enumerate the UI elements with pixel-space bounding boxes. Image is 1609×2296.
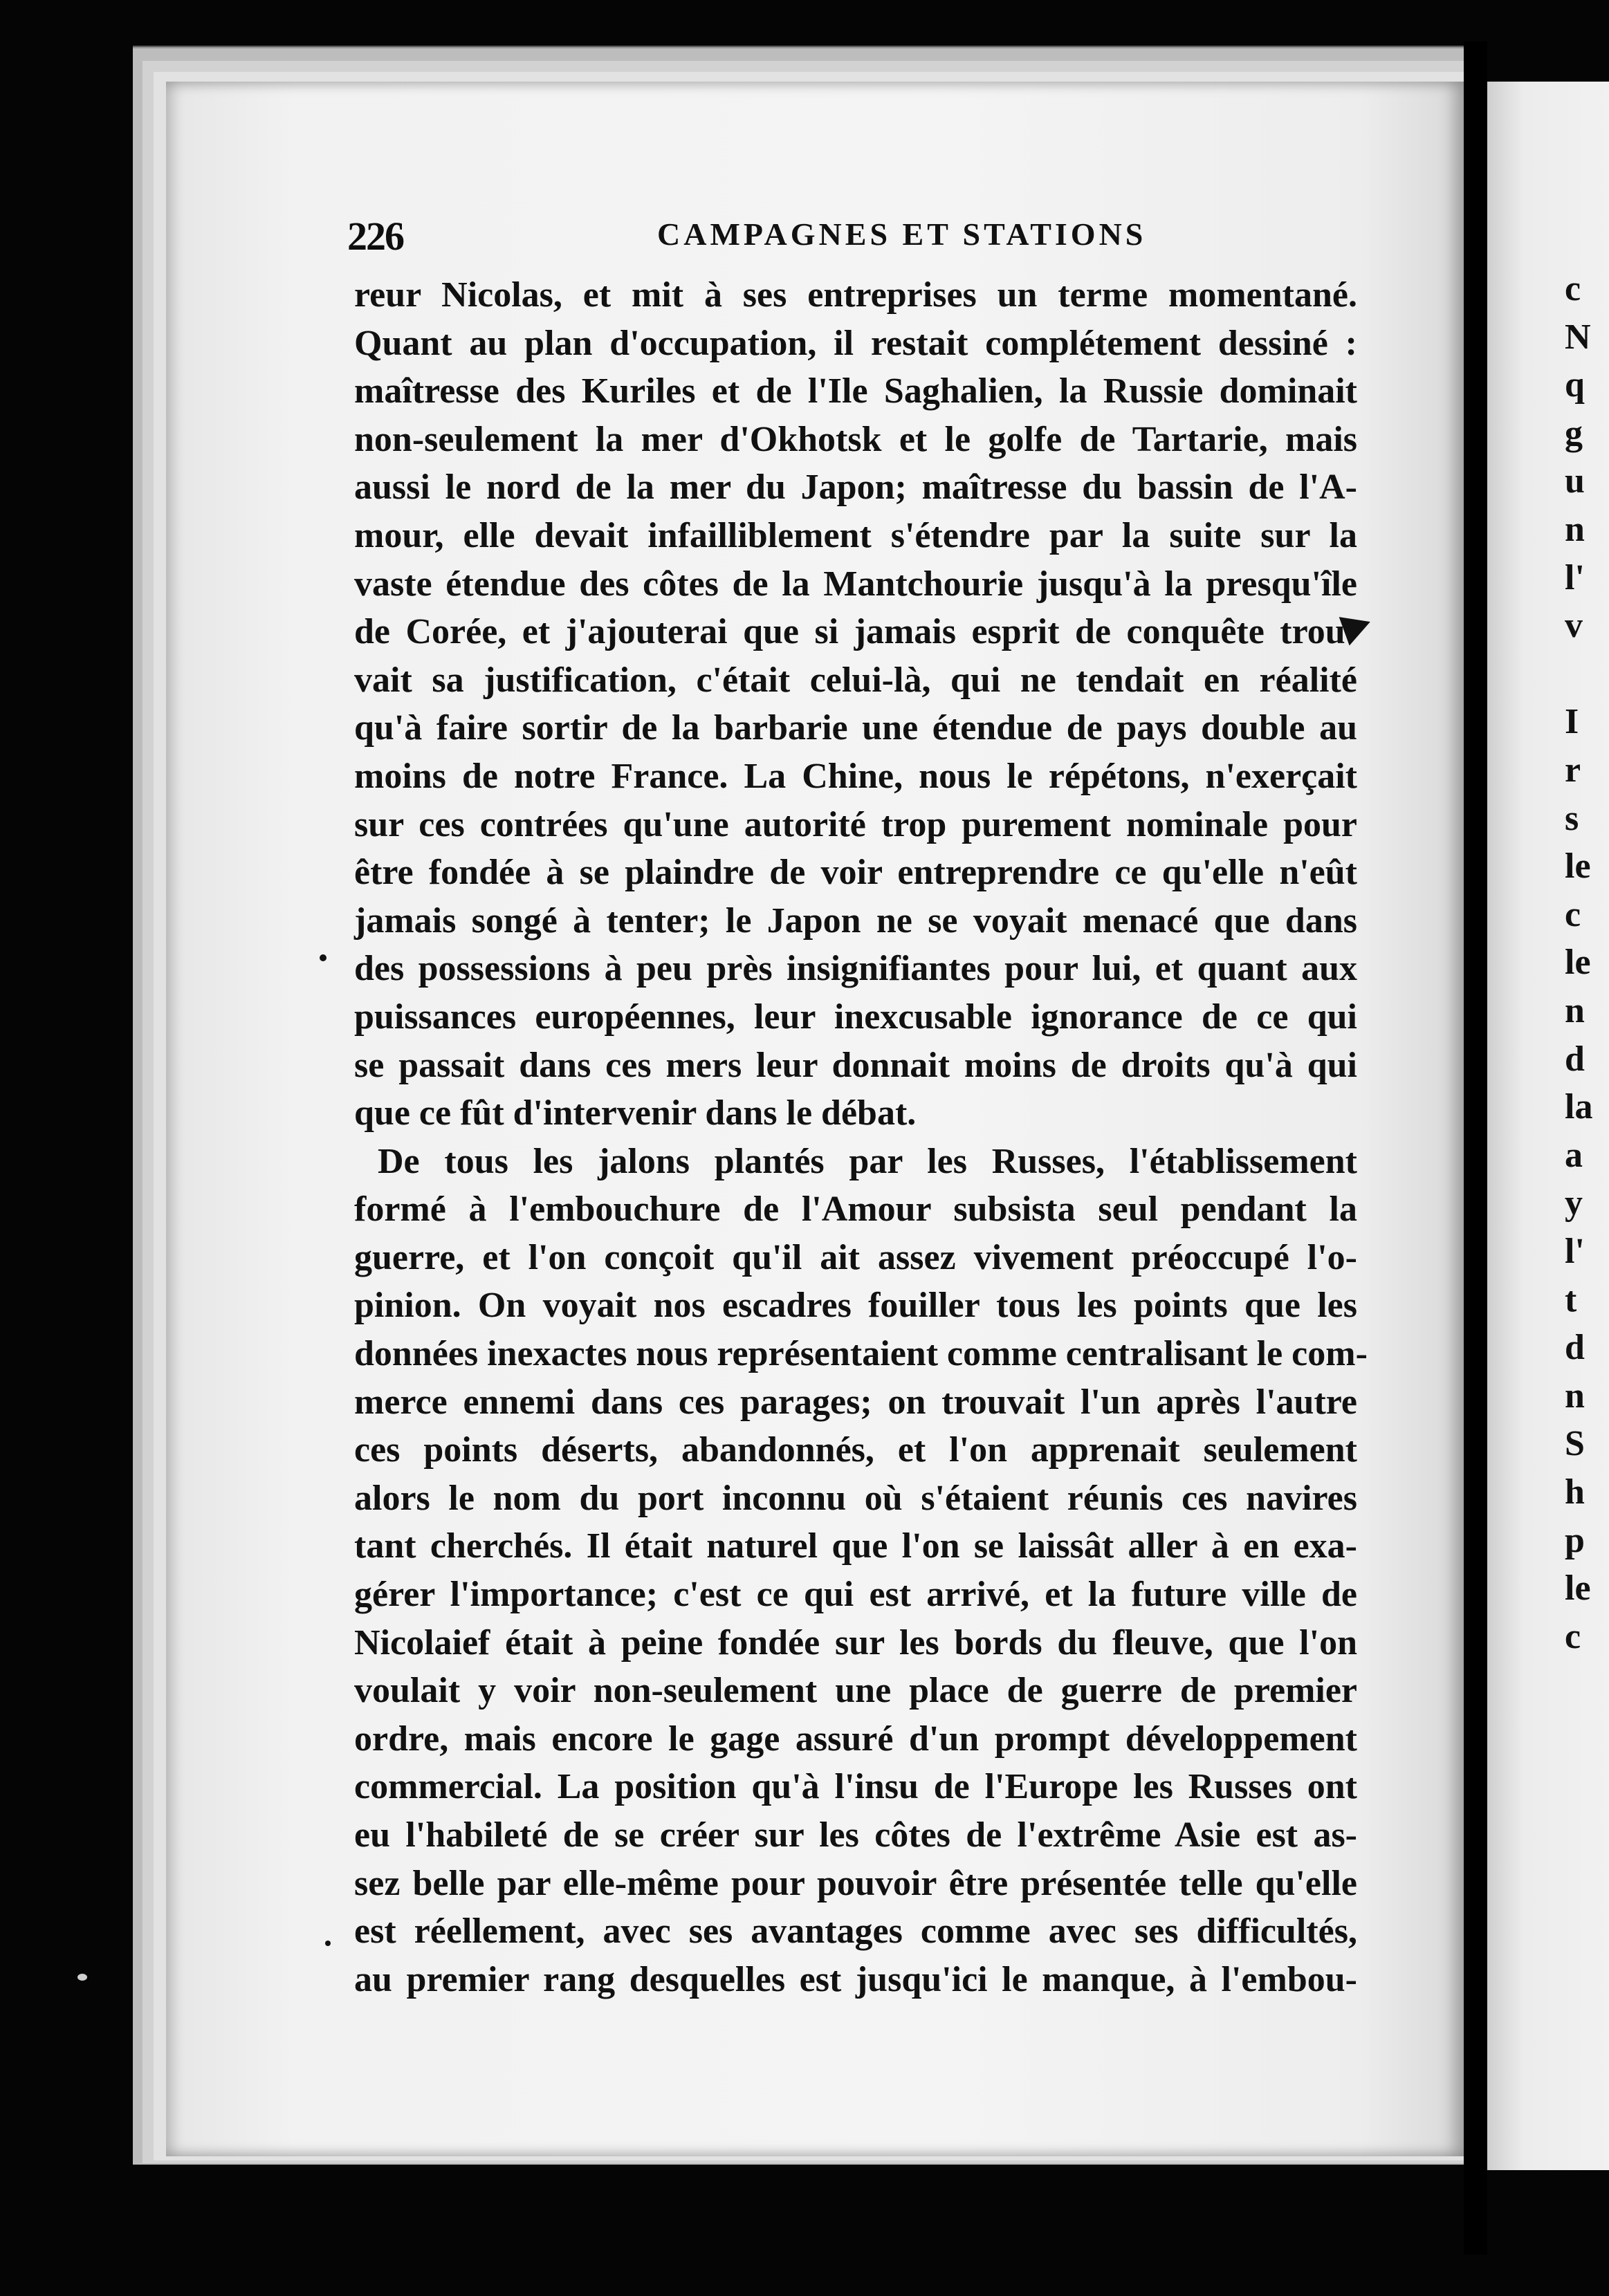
text-line: sur ces contrées qu'une autorité trop purement nominale pour <box>354 804 1357 844</box>
text-line: merce ennemi dans ces parages; on trouvait l'un après l'autre <box>354 1382 1357 1422</box>
facing-line-fragment: t <box>1565 1279 1577 1320</box>
text-line: reur Nicolas, et mit à ses entreprises un terme momentané. <box>354 275 1357 315</box>
facing-line-fragment: I <box>1565 702 1579 742</box>
facing-line-fragment: g <box>1565 413 1583 453</box>
text-line: gérer l'importance; c'est ce qui est arrivé, et la future ville de <box>354 1575 1357 1615</box>
facing-line-fragment: N <box>1565 317 1591 357</box>
text-line: mour, elle devait infailliblement s'étendre par la suite sur la <box>354 515 1357 555</box>
body-text <box>354 271 1368 2003</box>
text-line: se passait dans ces mers leur donnait moins de droits qu'à qui <box>354 1045 1357 1085</box>
facing-line-fragment: l' <box>1565 557 1585 598</box>
facing-line-fragment: a <box>1565 1135 1583 1175</box>
text-line: commercial. La position qu'à l'insu de l'Europe les Russes ont <box>354 1767 1357 1807</box>
text-line: De tous les jalons plantés par les Russes, l'établissement <box>378 1141 1357 1181</box>
facing-line-fragment: p <box>1565 1520 1585 1560</box>
facing-line-fragment: c <box>1565 269 1581 308</box>
text-line: guerre, et l'on conçoit qu'il ait assez vivement préoccupé l'o- <box>354 1237 1357 1277</box>
facing-line-fragment: la <box>1565 1087 1593 1127</box>
text-line: eu l'habileté de se créer sur les côtes de l'extrême Asie est as- <box>354 1815 1357 1855</box>
facing-line-fragment: n <box>1565 510 1585 549</box>
ink-speck <box>325 1941 331 1946</box>
facing-line-fragment: s <box>1565 798 1579 838</box>
facing-line-fragment: le <box>1565 846 1591 887</box>
facing-line-fragment: n <box>1565 991 1585 1030</box>
text-line: vait sa justification, c'était celui-là, qui ne tendait en réalité <box>354 660 1357 700</box>
facing-line-fragment: d <box>1565 1328 1585 1368</box>
text-line: puissances européennes, leur inexcusable ignorance de ce qui <box>354 997 1357 1037</box>
facing-line-fragment: y <box>1565 1183 1583 1223</box>
text-line: aussi le nord de la mer du Japon; maîtresse du bassin de l'A- <box>354 467 1357 508</box>
facing-line-fragment: v <box>1565 606 1583 646</box>
text-line: données inexactes nous représentaient comme centralisant le com- <box>354 1334 1368 1374</box>
text-line: des possessions à peu près insignifiantes pour lui, et quant aux <box>354 949 1357 989</box>
facing-line-fragment: q <box>1565 365 1585 405</box>
text-line: est réellement, avec ses avantages comme avec ses difficultés, <box>354 1911 1357 1952</box>
text-line: moins de notre France. La Chine, nous le répétons, n'exerçait <box>354 756 1357 796</box>
running-title: CAMPAGNES ET STATIONS <box>657 216 1147 252</box>
text-line: vaste étendue des côtes de la Mantchourie jusqu'à la presqu'île <box>354 564 1357 604</box>
text-line: alors le nom du port inconnu où s'étaient réunis ces navires <box>354 1478 1357 1518</box>
text-line: voulait y voir non-seulement une place de guerre de premier <box>354 1671 1357 1711</box>
facing-line-fragment: le <box>1565 1568 1591 1609</box>
text-line: tant cherchés. Il était naturel que l'on se laissât aller à en exa- <box>354 1526 1357 1566</box>
book-gutter <box>1464 41 1487 2255</box>
text-line: être fondée à se plaindre de voir entreprendre ce qu'elle n'eût <box>354 853 1357 893</box>
text-line: Quant au plan d'occupation, il restait complétement dessiné : <box>354 323 1357 363</box>
text-line: pinion. On voyait nos escadres fouiller tous les points que les <box>354 1286 1357 1326</box>
facing-line-fragment: c <box>1565 1616 1581 1656</box>
text-line: sez belle par elle-même pour pouvoir être présentée telle qu'elle <box>354 1863 1357 1903</box>
facing-line-fragment: h <box>1565 1472 1585 1512</box>
text-line: que ce fût d'intervenir dans le débat. <box>354 1093 917 1133</box>
text-line: ordre, mais encore le gage assuré d'un prompt développement <box>354 1719 1357 1759</box>
facing-line-fragment: d <box>1565 1039 1585 1079</box>
facing-line-fragment: S <box>1565 1424 1585 1464</box>
facing-line-fragment: l' <box>1565 1232 1585 1271</box>
text-line: jamais songé à tenter; le Japon ne se voyait menacé que dans <box>354 900 1357 941</box>
facing-line-fragment: u <box>1565 461 1585 501</box>
text-line: formé à l'embouchure de l'Amour subsista seul pendant la <box>354 1189 1357 1230</box>
text-line: au premier rang desquelles est jusqu'ici le manque, à l'embou- <box>354 1959 1357 1999</box>
text-line: de Corée, et j'ajouterai que si jamais esprit de conquête trou- <box>354 612 1357 652</box>
facing-line-fragment: c <box>1565 894 1581 934</box>
text-line: ces points déserts, abandonnés, et l'on apprenait seulement <box>354 1430 1357 1470</box>
facing-line-fragment: n <box>1565 1376 1585 1416</box>
facing-line-fragment: le <box>1565 943 1591 983</box>
text-line: Nicolaief était à peine fondée sur les bords du fleuve, que l'on <box>354 1622 1357 1663</box>
ink-speck <box>77 1974 87 1981</box>
text-line: qu'à faire sortir de la barbarie une étendue de pays double au <box>354 708 1357 748</box>
text-line: non-seulement la mer d'Okhotsk et le golfe de Tartarie, mais <box>354 419 1357 459</box>
text-line: maîtresse des Kuriles et de l'Ile Saghalien, la Russie dominait <box>354 371 1357 411</box>
page-number: 226 <box>347 214 403 259</box>
facing-line-fragment: r <box>1565 750 1581 790</box>
ink-speck <box>320 954 327 961</box>
